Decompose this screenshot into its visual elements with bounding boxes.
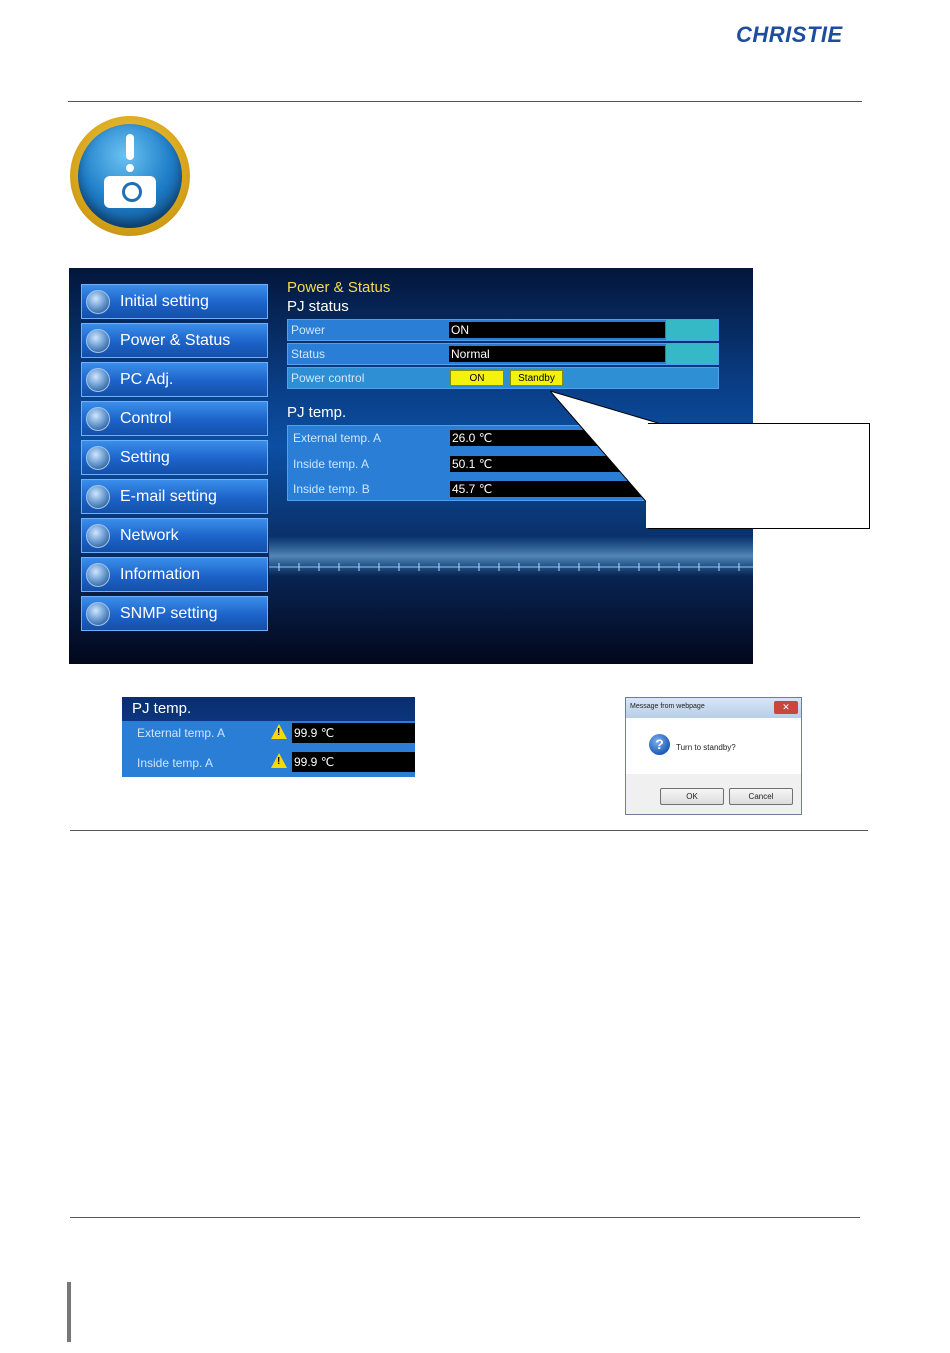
power-status-icon: [86, 329, 110, 353]
note-camera-icon: [70, 116, 190, 236]
ok-button[interactable]: OK: [660, 788, 724, 805]
status-label-power: Power: [291, 323, 326, 337]
page-title: Power & Status: [287, 279, 391, 296]
menu-item-network[interactable]: [81, 518, 268, 553]
header-divider: [68, 101, 862, 102]
status-row-status: [287, 343, 719, 365]
pc-adj-icon: [86, 368, 110, 392]
menu-item-snmp-setting[interactable]: [81, 596, 268, 631]
status-value-power: ON: [449, 322, 665, 338]
warning-pj-temp-heading: PJ temp.: [132, 700, 192, 717]
menu-item-email-setting[interactable]: [81, 479, 268, 514]
page-margin-bar: [67, 1282, 71, 1342]
pj-status-heading: PJ status: [287, 298, 349, 315]
control-icon: [86, 407, 110, 431]
warning-value-inside-a: 99.9 ℃: [292, 752, 415, 772]
dialog-title: Message from webpage: [630, 703, 705, 710]
power-on-button[interactable]: ON: [450, 370, 504, 386]
menu-item-label: Setting: [120, 449, 170, 466]
warning-label-inside-a: Inside temp. A: [137, 756, 214, 770]
email-setting-icon: [86, 485, 110, 509]
standby-confirm-dialog: [625, 697, 802, 815]
setting-icon: [86, 446, 110, 470]
temp-value-inside-a: 50.1 ℃: [450, 456, 686, 472]
snmp-setting-icon: [86, 602, 110, 626]
status-label-status: Status: [291, 347, 326, 361]
status-value-status: Normal: [449, 346, 665, 362]
menu-item-label: Network: [120, 527, 179, 544]
row-endcap: [666, 320, 718, 340]
warning-label-external-a: External temp. A: [137, 726, 226, 740]
temp-warning-screenshot: [122, 697, 415, 777]
menu-item-pc-adj[interactable]: [81, 362, 268, 397]
temp-value-external-a: 26.0 ℃: [450, 430, 686, 446]
menu-item-information[interactable]: [81, 557, 268, 592]
menu-item-label: PC Adj.: [120, 371, 174, 388]
row-endcap: [666, 344, 718, 364]
warning-mark: !: [277, 727, 281, 738]
menu-item-label: Information: [120, 566, 201, 583]
menu-item-control[interactable]: [81, 401, 268, 436]
section-divider: [70, 1217, 860, 1218]
close-icon[interactable]: ✕: [774, 701, 798, 714]
temp-label-inside-a: Inside temp. A: [293, 457, 370, 471]
dialog-titlebar: [626, 698, 801, 718]
dialog-body: [626, 718, 801, 774]
menu-item-label: Control: [120, 410, 172, 427]
dialog-message: Turn to standby?: [676, 743, 736, 752]
menu-item-label: SNMP setting: [120, 605, 218, 622]
callout-box: [648, 423, 870, 529]
menu-item-initial-setting[interactable]: [81, 284, 268, 319]
menu-item-label: E-mail setting: [120, 488, 217, 505]
menu-item-label: Power & Status: [120, 332, 231, 349]
callout-join: [640, 424, 652, 528]
warning-temp-group: [122, 721, 415, 777]
menu-item-power-status[interactable]: [81, 323, 268, 358]
power-control-label: Power control: [291, 371, 365, 385]
menu-item-setting[interactable]: [81, 440, 268, 475]
question-icon: ?: [649, 734, 670, 755]
temp-label-inside-b: Inside temp. B: [293, 482, 370, 496]
menu-item-label: Initial setting: [120, 293, 209, 310]
warning-value-external-a: 99.9 ℃: [292, 723, 415, 743]
christie-logo: CHRISTIE: [736, 22, 843, 47]
pj-temp-heading: PJ temp.: [287, 404, 347, 421]
section-divider: [70, 830, 868, 831]
standby-button[interactable]: Standby: [510, 370, 563, 386]
temp-label-external-a: External temp. A: [293, 431, 382, 445]
temp-value-inside-b: 45.7 ℃: [450, 481, 686, 497]
status-row-power: [287, 319, 719, 341]
information-icon: [86, 563, 110, 587]
network-icon: [86, 524, 110, 548]
cancel-button[interactable]: Cancel: [729, 788, 793, 805]
scale-strip: [269, 561, 753, 573]
warning-mark: !: [277, 756, 281, 767]
initial-setting-icon: [86, 290, 110, 314]
